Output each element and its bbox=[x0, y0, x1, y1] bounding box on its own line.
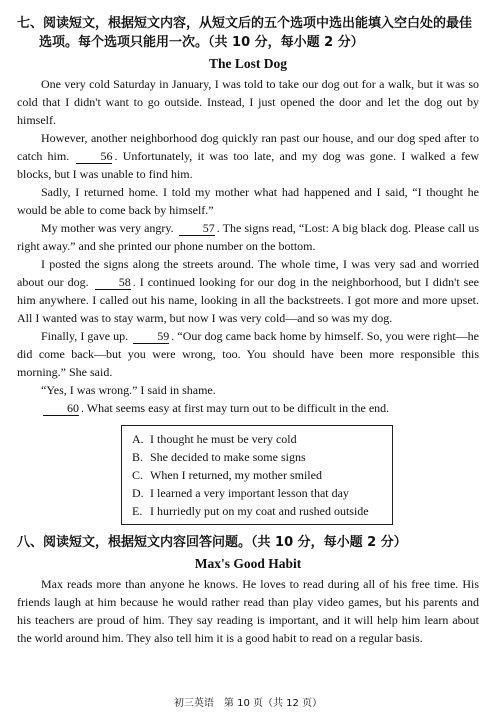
paragraph-8-text: . What seems easy at first may turn out to be difficult in the end. bbox=[81, 401, 390, 415]
page-footer: 初三英语 第 10 页（共 12 页） bbox=[173, 698, 323, 709]
blank-58[interactable]: 58 bbox=[95, 275, 131, 290]
paragraph-2-part-b: . Unfortunately, it was too late, and my dog was gone. I walked a few blocks, but I was unable to find him. bbox=[17, 149, 480, 181]
option-a bbox=[122, 430, 392, 448]
blank-59[interactable]: 59 bbox=[133, 329, 169, 344]
paragraph-8 bbox=[17, 399, 479, 417]
section-7-instructions bbox=[17, 14, 479, 52]
option-b bbox=[122, 448, 392, 466]
blank-60[interactable]: 60 bbox=[43, 401, 79, 416]
options-box bbox=[121, 425, 393, 525]
section-7-title-line1: 七、阅读短文，根据短文内容，从短文后的五个选项中选出能填入空白处的最佳 bbox=[17, 16, 473, 31]
option-d bbox=[122, 484, 392, 502]
section-8-paragraph-1: Max reads more than anyone he knows. He loves to read during all of his free time. His friends laugh at him because he would rather read than play video games, but his parents and his teachers are proud of him. They say reading is important, and it will help him learn about the world around him. They also tell him it is a good habit to read on a regular basis. bbox=[17, 577, 479, 645]
option-letter: C. bbox=[132, 468, 144, 482]
option-text: I learned a very important lesson that day bbox=[150, 486, 349, 500]
article-title-lost-dog: The Lost Dog bbox=[208, 56, 287, 71]
article-title-max: Max's Good Habit bbox=[194, 556, 302, 571]
paragraph-6 bbox=[17, 327, 479, 381]
paragraph-6-part-a: Finally, I gave up. bbox=[41, 329, 129, 343]
blank-56[interactable]: 56 bbox=[76, 149, 112, 164]
option-letter: E. bbox=[132, 504, 143, 518]
paragraph-7: “Yes, I was wrong.” I said in shame. bbox=[41, 383, 216, 397]
blank-57[interactable]: 57 bbox=[179, 221, 215, 236]
paragraph-4-part-a: My mother was very angry. bbox=[41, 221, 174, 235]
option-letter: B. bbox=[132, 450, 144, 464]
paragraph-5 bbox=[17, 255, 479, 327]
paragraph-6-part-b: . “Our dog came back home by himself. So, you were right—he did come back—but you were wrong, too. You should have been more responsible this morning.” She said. bbox=[17, 329, 480, 379]
option-letter: D. bbox=[132, 486, 144, 500]
paragraph-5-part-a: I posted the signs along the streets around. The whole time, I was very sad and worried about our dog. bbox=[17, 257, 479, 289]
paragraph-4 bbox=[17, 219, 479, 255]
section-8-instructions: 八、阅读短文，根据短文内容回答问题。（共 10 分，每小题 2 分） bbox=[17, 535, 407, 550]
paragraph-3: Sadly, I returned home. I told my mother what had happened and I said, “I thought he would be able to come back by himself.” bbox=[17, 185, 479, 217]
option-text: I hurriedly put on my coat and rushed outside bbox=[150, 504, 369, 518]
paragraph-1: One very cold Saturday in January, I was told to take our dog out for a walk, but it was so cold that I didn't want to go outside. Instead, I just opened the door and let the dog out by himself. bbox=[17, 77, 479, 127]
paragraph-5-part-b: . I continued looking for our dog in the neighborhood, but I didn't see him anywhere. I called out his name, looking in all the backstreets. I got more and more upset. All I wanted was to stay warm, but now I was very cold—and so was my dog. bbox=[17, 275, 479, 325]
option-text: She decided to make some signs bbox=[150, 450, 306, 464]
option-text: When I returned, my mother smiled bbox=[150, 468, 322, 482]
option-e bbox=[122, 502, 392, 520]
paragraph-4-part-b: . The signs read, “Lost: A big black dog. Please call us right away.” and she printed our phone number on the bottom. bbox=[17, 221, 479, 253]
option-text: I thought he must be very cold bbox=[150, 432, 297, 446]
paragraph-2 bbox=[17, 129, 479, 183]
section-7-title-line2: 选项。每个选项只能用一次。（共 10 分，每小题 2 分） bbox=[39, 35, 364, 50]
option-letter: A. bbox=[132, 432, 144, 446]
option-c bbox=[122, 466, 392, 484]
paragraph-2-part-a: However, another neighborhood dog quickly ran past our house, and our dog sped after to catch him. bbox=[17, 131, 479, 163]
